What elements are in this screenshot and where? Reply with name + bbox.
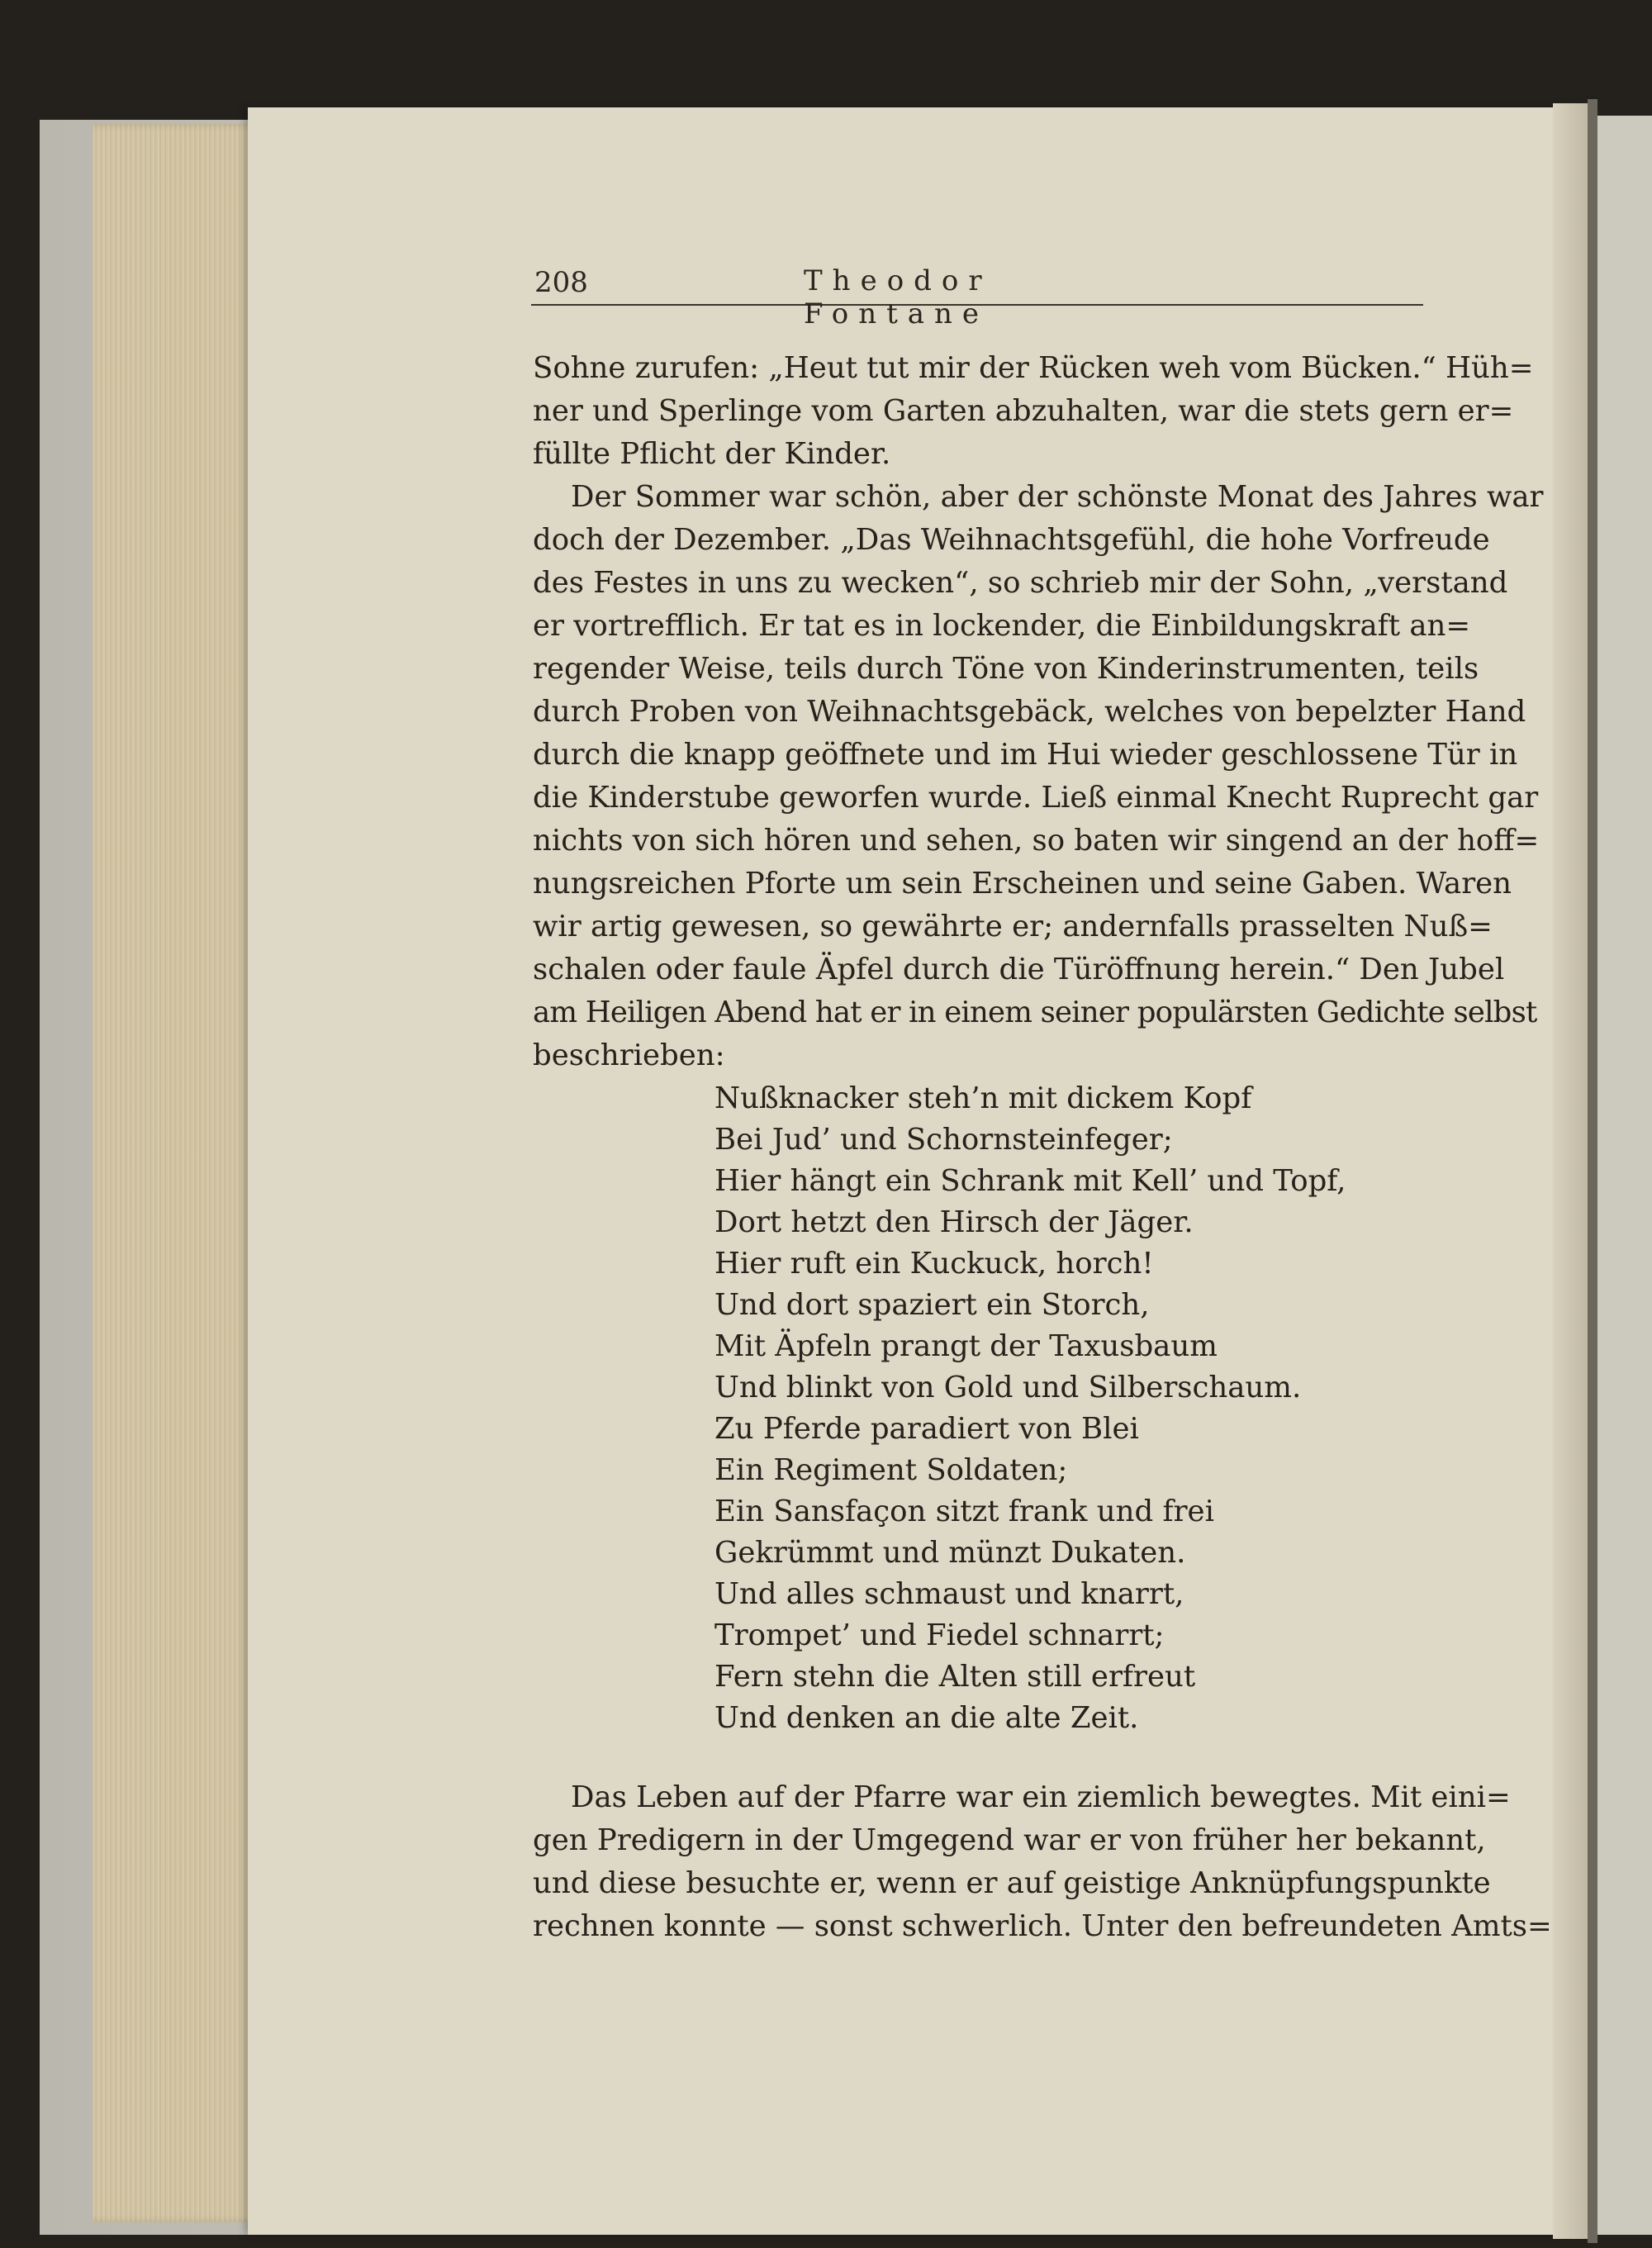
text-line: am Heiligen Abend hat er in einem seiner populärsten Gedichte selbst: [533, 996, 1537, 1029]
running-title: Theodor Fontane: [804, 264, 992, 330]
poem-line: Trompet’ und Fiedel schnarrt;: [714, 1618, 1165, 1652]
page-number: 208: [534, 266, 588, 299]
text-line: beschrieben:: [533, 1038, 725, 1072]
page-header: [531, 264, 1423, 330]
text-line: doch der Dezember. „Das Weihnachtsgefühl, die hohe Vorfreude: [533, 523, 1490, 557]
text-line: füllte Pflicht der Kinder.: [533, 437, 891, 471]
text-line: des Festes in uns zu wecken“, so schrieb mir der Sohn, „verstand: [533, 566, 1508, 600]
poem-line: Gekrümmt und münzt Dukaten.: [714, 1536, 1186, 1570]
text-line: Das Leben auf der Pfarre war ein ziemlich bewegtes. Mit eini=: [571, 1780, 1511, 1814]
text-line: er vortrefflich. Er tat es in lockender, die Einbildungskraft an=: [533, 609, 1471, 643]
text-line: Der Sommer war schön, aber der schönste Monat des Jahres war: [571, 480, 1544, 514]
poem-line: Und blinkt von Gold und Silberschaum.: [714, 1371, 1302, 1404]
text-line: und diese besuchte er, wenn er auf geistige Anknüpfungspunkte: [533, 1866, 1491, 1900]
poem-line: Und alles schmaust und knarrt,: [714, 1577, 1184, 1611]
text-line: nichts von sich hören und sehen, so baten wir singend an der hoff=: [533, 824, 1540, 858]
text-line: ner und Sperlinge vom Garten abzuhalten, war die stets gern er=: [533, 394, 1514, 428]
page-gutter-shade: [1553, 103, 1590, 2239]
text-line: die Kinderstube geworfen wurde. Ließ einmal Knecht Ruprecht gar: [533, 781, 1539, 815]
poem-line: Bei Jud’ und Schornsteinfeger;: [714, 1123, 1173, 1157]
poem-line: Und denken an die alte Zeit.: [714, 1701, 1139, 1735]
poem-line: Ein Sansfaçon sitzt frank und frei: [714, 1495, 1214, 1528]
poem-line: Hier ruft ein Kuckuck, horch!: [714, 1247, 1154, 1281]
poem-line: Hier hängt ein Schrank mit Kell’ und Topf,: [714, 1164, 1346, 1198]
poem-line: Und dort spaziert ein Storch,: [714, 1288, 1150, 1322]
poem-line: Dort hetzt den Hirsch der Jäger.: [714, 1205, 1194, 1239]
text-line: gen Predigern in der Umgegend war er von früher her bekannt,: [533, 1823, 1486, 1857]
poem-line: Mit Äpfeln prangt der Taxusbaum: [714, 1329, 1218, 1363]
text-line: nungsreichen Pforte um sein Erscheinen und seine Gaben. Waren: [533, 867, 1512, 901]
text-line: durch die knapp geöffnete und im Hui wieder geschlossene Tür in: [533, 738, 1518, 772]
poem-line: Fern stehn die Alten still erfreut: [714, 1660, 1196, 1694]
text-line: Sohne zurufen: „Heut tut mir der Rücken weh vom Bücken.“ Hüh=: [533, 351, 1534, 385]
book-gutter: [1588, 99, 1597, 2243]
text-line: durch Proben von Weihnachtsgebäck, welches von bepelzter Hand: [533, 695, 1526, 729]
poem-line: Nußknacker steh’n mit dickem Kopf: [714, 1081, 1252, 1115]
page-block-edge: [93, 124, 266, 2222]
text-line: schalen oder faule Äpfel durch die Türöffnung herein.“ Den Jubel: [533, 953, 1505, 986]
poem-line: Zu Pferde paradiert von Blei: [714, 1412, 1139, 1446]
poem-line: Ein Regiment Soldaten;: [714, 1453, 1068, 1487]
facing-page-edge: [1597, 116, 1652, 2235]
text-line: wir artig gewesen, so gewährte er; andernfalls prasselten Nuß=: [533, 910, 1493, 943]
text-line: regender Weise, teils durch Töne von Kinderinstrumenten, teils: [533, 652, 1479, 686]
text-line: rechnen konnte — sonst schwerlich. Unter den befreundeten Amts=: [533, 1909, 1552, 1943]
